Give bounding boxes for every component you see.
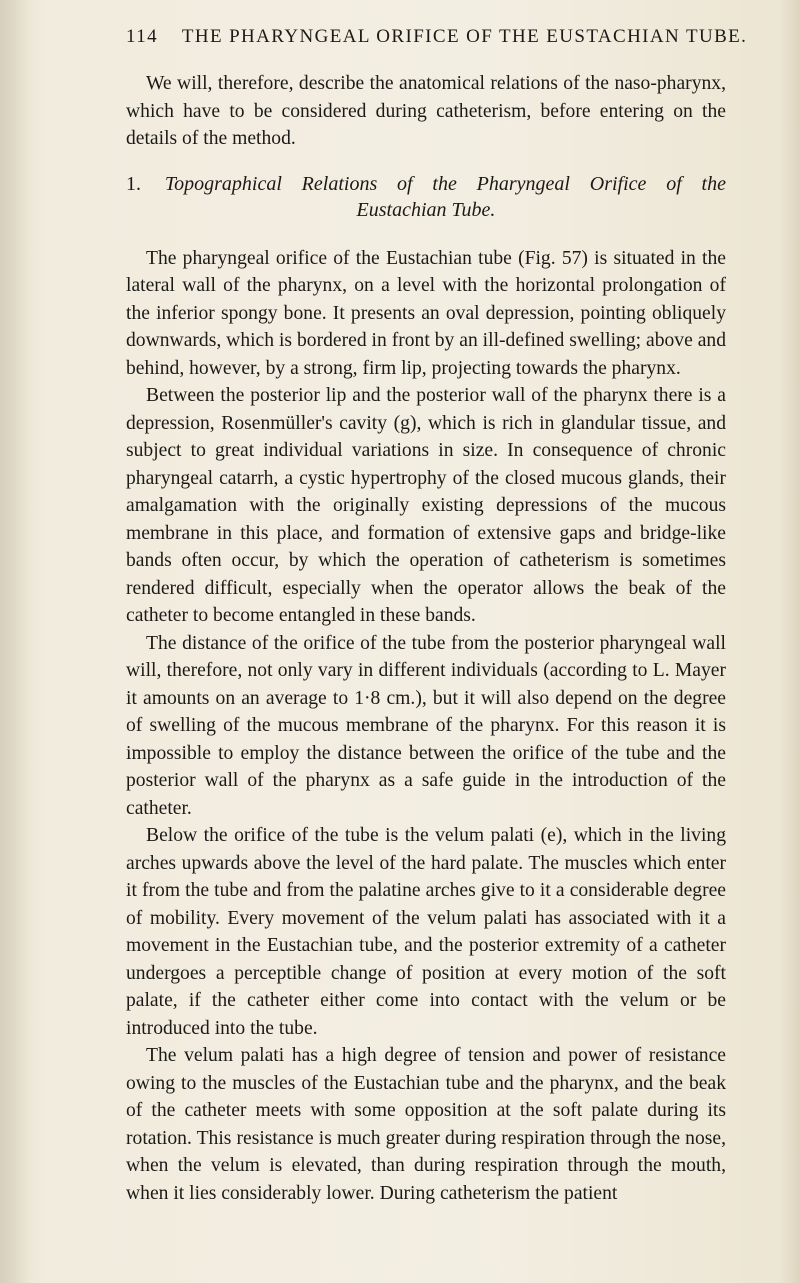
paragraph: The velum palati has a high degree of tension and power of resistance owing to the muscles of the Eustachian tube and the pharynx, and the beak of the catheter meets with some opposition at the soft palate during its rotation. This resistance is much greater during respiration through the nose, when the velum is elevated, than during respiration through the mouth, when it lies considerably lower. During catheterism the patient xyxy=(126,1045,726,1204)
section-heading xyxy=(126,171,726,223)
running-header xyxy=(126,26,748,48)
body-text xyxy=(126,70,726,1207)
section-heading-line2: Eustachian Tube. xyxy=(356,198,496,221)
paragraph: The distance of the orifice of the tube from the posterior pharyngeal wall will, therefore, not only vary in different individuals (according to L. Mayer it amounts on an average to 1·8 cm.), but it will also depend on the degree of swelling of the mucous membrane of the pharynx. For this reason it is impossible to employ the distance between the orifice of the tube and the posterior wall of the pharynx as a safe guide in the introduction of the catheter. xyxy=(126,632,726,819)
paragraph: Between the posterior lip and the posterior wall of the pharynx there is a depression, Rosenmüller's cavity (g), which is rich in glandular tissue, and subject to great individual variations in size. In consequence of chronic pharyngeal catarrh, a cystic hypertrophy of the closed mucous glands, their amalgamation with the originally existing depressions of the mucous membrane in this place, and formation of extensive gaps and bridge-like bands often occur, by which the operation of catheterism is sometimes rendered difficult, especially when the operator allows the beak of the catheter to become entangled in these bands. xyxy=(126,385,726,626)
page-number: 114 xyxy=(126,26,158,47)
intro-paragraph: We will, therefore, describe the anatomical relations of the naso-pharynx, which have to be considered during catheterism, before entering on the details of the method. xyxy=(126,73,726,149)
page-gutter-shadow xyxy=(0,0,30,1283)
page-edge-shadow xyxy=(780,0,800,1283)
paragraph: Below the orifice of the tube is the velum palati (e), which in the living arches upwards above the level of the hard palate. The muscles which enter it from the tube and from the palatine arches give to it a considerable degree of mobility. Every movement of the velum palati has associated with it a movement in the Eustachian tube, and the posterior extremity of a catheter undergoes a perceptible change of position at every motion of the soft palate, if the catheter either come into contact with the velum or be introduced into the tube. xyxy=(126,825,726,1039)
section-title-text: Topographical Relations of the Pharyngeal Orifice of the xyxy=(164,172,726,195)
section-number: 1. xyxy=(126,172,141,195)
paragraph: The pharyngeal orifice of the Eustachian tube (Fig. 57) is situated in the lateral wall of the pharynx, on a level with the horizontal prolongation of the inferior spongy bone. It presents an oval depression, pointing obliquely downwards, which is bordered in front by an ill-defined swelling; above and behind, however, by a strong, firm lip, projecting towards the pharynx. xyxy=(126,247,726,379)
running-title: THE PHARYNGEAL ORIFICE OF THE EUSTACHIAN TUBE. xyxy=(181,26,748,47)
section-heading-line1 xyxy=(126,171,726,197)
